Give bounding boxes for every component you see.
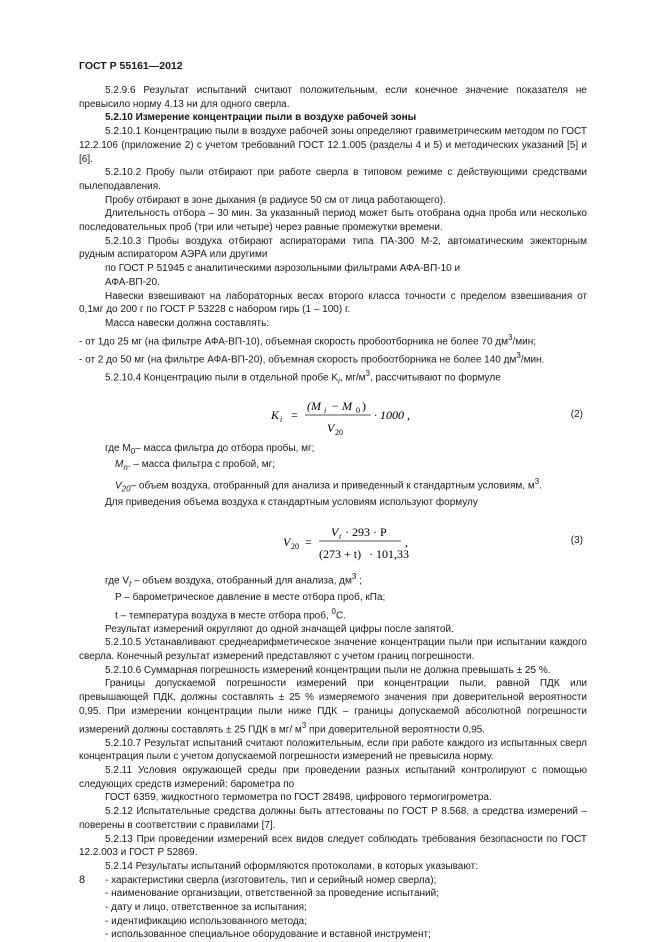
subscript: i <box>338 376 340 386</box>
paragraph: 5.2.11 Условия окружающей среды при проведении разных испытаний контролируют с помощью следующих средств измерений: барометра по <box>79 765 587 790</box>
formula-lhs: V <box>283 534 291 549</box>
text: - от 2 до 50 мг (на фильтре АФА-ВП-20), объемная скорость пробоотборника не более 140 дм <box>79 354 517 366</box>
text: V <box>115 480 122 492</box>
formula-num-sub: t <box>339 531 342 541</box>
formula-den-b: · 101,33 <box>369 546 409 561</box>
list-item: - идентификацию использованного метода; <box>105 915 307 927</box>
formula-3 <box>79 510 587 570</box>
text: – масса фильтра до отбора пробы, мг; <box>135 442 315 454</box>
paragraph: Длительность отбора – 30 мин. За указанный период может быть отобрана одна проба или несколько последовательных проб (три или четыре) через равные промежутки времени. <box>79 208 587 234</box>
paragraph: 5.2.13 При проведении измерений всех видов следует соблюдать требования безопасности по ГОСТ 12.2.003 и ГОСТ Р 52869. <box>79 833 587 859</box>
paragraph: 5.2.10.1 Концентрацию пыли в воздухе рабочей зоны определяют гравиметрическим методом по ГОСТ 12.2.106 (приложение 2) с учетом требований ГОСТ 12.1.005 (разделы 4 и 5) и методических указаний [5] и [6]. <box>79 126 587 165</box>
formula-3-svg <box>79 510 587 570</box>
superscript: 3 <box>301 720 307 730</box>
text: t – температура воздуха в месте отбора проб, <box>115 609 329 621</box>
paragraph: 5.2.10.5 Устанавливают среднеарифметическое значение концентрации пыли при испытании каждого сверла. Конечный результат измерений представляют с учетом границ погрешности. <box>79 637 587 663</box>
formula-num-open: (M <box>307 398 321 413</box>
subscript: t <box>129 579 132 589</box>
paragraph: 5.2.10.6 Суммарная погрешность измерений концентрации пыли не должна превышать ± 25 %. <box>105 664 551 676</box>
formula-num-a: V <box>331 524 339 539</box>
text: – объем воздуха, отобранный для анализа и приведенный к стандартным условиям, м <box>130 480 535 492</box>
page-number: 8 <box>79 874 86 886</box>
superscript: 3 <box>534 477 540 487</box>
where-clause <box>79 570 587 591</box>
document-header: ГОСТ Р 55161—2012 <box>79 60 183 72</box>
text: , рассчитывают по формуле <box>370 372 501 384</box>
paragraph: Масса навески должна составлять: <box>105 317 270 329</box>
formula-lhs-sub: 20 <box>291 541 299 551</box>
list-item: - дату и лицо, ответственное за испытания; <box>105 902 307 914</box>
superscript: 3 <box>351 571 357 581</box>
paragraph: АФА-ВП-20. <box>105 276 160 288</box>
formula-2-svg <box>79 388 587 442</box>
text: . – масса фильтра с пробой, мг; <box>127 459 276 471</box>
formula-num-sub2: 0 <box>356 405 360 415</box>
where-clause <box>79 458 587 475</box>
formula-den: V <box>327 420 335 435</box>
formula-num-mid: − M <box>331 398 353 413</box>
text: С. <box>335 609 346 621</box>
subscript: 0 <box>130 446 136 456</box>
superscript: 3 <box>516 350 521 360</box>
where-clause <box>79 475 587 496</box>
formula-num-close: ) <box>362 398 366 413</box>
paragraph: по ГОСТ Р 51945 с аналитическими аэрозольными фильтрами АФА-ВП-10 и <box>105 263 461 275</box>
paragraph: 5.2.14 Результаты испытаний оформляются протоколами, в которых указывают: <box>105 860 478 872</box>
text: где V <box>105 575 130 587</box>
list-item <box>79 331 587 349</box>
formula-tail: , <box>405 534 408 549</box>
paragraph: Для приведения объема воздуха к стандартным условиям используют формулу <box>105 497 478 509</box>
formula-lhs-sub: i <box>280 414 283 424</box>
text: при доверительной вероятности 0,95. <box>309 723 486 735</box>
paragraph: 5.2.12 Испытательные средства должны быть аттестованы по ГОСТ Р 8.568, а средства измерений – поверены в соответствии с правилами [7]. <box>79 806 587 831</box>
formula-den-sub: 20 <box>335 427 343 437</box>
list-item: - характеристики сверла (изготовитель, тип и серийный номер сверла); <box>105 874 437 886</box>
text: 5.2.10.4 Концентрацию пыли в отдельной пробе K <box>105 372 339 384</box>
subscript: n <box>123 463 128 473</box>
text: /мин. <box>520 354 545 366</box>
list-item <box>79 349 587 367</box>
text: – объем воздуха, отобранный для анализа, дм <box>134 575 352 587</box>
formula-eq: = <box>305 534 312 549</box>
superscript: 3 <box>365 368 370 378</box>
paragraph: Пробу отбирают в зоне дыхания (в радиусе 50 см от лица работающего). <box>105 194 446 206</box>
paragraph: 5.2.9.6 Результат испытаний считают положительным, если конечное значение показателя не превысило норму 4.13 ни для одного сверла. <box>79 85 587 110</box>
formula-num-b: · 293 · P <box>345 524 387 539</box>
formula-lhs: K <box>271 407 280 422</box>
text: где M <box>105 442 131 454</box>
subscript: 20 <box>121 484 131 494</box>
formula-eq: = <box>291 407 298 422</box>
paragraph: ГОСТ 6359, жидкостного термометра по ГОСТ 28498, цифрового термогигрометра. <box>105 792 492 804</box>
list-item: - наименование организации, ответственной за проведение испытаний; <box>105 888 440 900</box>
paragraph <box>79 677 587 736</box>
formula-number: (2) <box>570 408 583 420</box>
section-heading: 5.2.10 Измерение концентрации пыли в воздухе рабочей зоны <box>105 112 417 124</box>
text: - от 1до 25 мг (на фильтре АФА-ВП-10), объемная скорость пробоотборника не более 70 дм <box>79 335 508 347</box>
paragraph: Результат измерений округляют до одной значащей цифры после запятой. <box>105 623 454 635</box>
list-item: - использованное специальное оборудование и вставной инструмент; <box>105 929 431 941</box>
formula-number: (3) <box>570 534 583 546</box>
text: , мг/м <box>339 372 366 384</box>
formula-den-a: (273 + t) <box>319 546 362 561</box>
text: M <box>115 459 124 471</box>
text: Границы допускаемой погрешности измерений при концентрации пыли, равной ПДК или превышающей ПДК, должны составлять ± 25 % измеряемого значения при доверительной вероятности 0,95. При измерении концентрации пыли ниже ПДК – границы допускаемой абсолютной погрешности измерений должны составлять ± 25 ПДК в мг/ м <box>79 678 587 735</box>
document-body <box>79 84 587 942</box>
paragraph: 5.2.10.3 Пробы воздуха отбирают аспираторами типа ПА-300 М-2, автоматическим эжекторным рудным аспиратором АЭРА или другими <box>79 235 587 261</box>
formula-2 <box>79 388 587 442</box>
where-clause <box>79 605 587 623</box>
paragraph: 5.2.10.7 Результат испытаний считают положительным, если при работе каждого из испытанных сверл концентрация пыли с учетом допускаемой погрешности измерений не превысила норму. <box>79 737 587 763</box>
text: ; <box>359 575 362 587</box>
text: /мин; <box>512 335 536 347</box>
superscript: 3 <box>508 332 513 342</box>
where-clause: P – барометрическое давление в месте отбора проб, кПа; <box>115 591 386 603</box>
formula-num-sub1: i <box>324 405 327 415</box>
paragraph: 5.2.10.2 Пробу пыли отбирают при работе сверла в типовом режиме с действующими средствами пылеподавления. <box>79 167 587 192</box>
text: . <box>539 480 542 492</box>
paragraph: Навески взвешивают на лабораторных весах второго класса точности с пределом взвешивания от 0,1мг до 200 г по ГОСТ Р 53228 с набором гирь (1 – 100) г. <box>79 290 587 316</box>
formula-tail: · 1000 , <box>374 407 410 422</box>
superscript: 0 <box>331 606 336 616</box>
where-clause <box>79 442 587 459</box>
paragraph <box>79 367 587 388</box>
